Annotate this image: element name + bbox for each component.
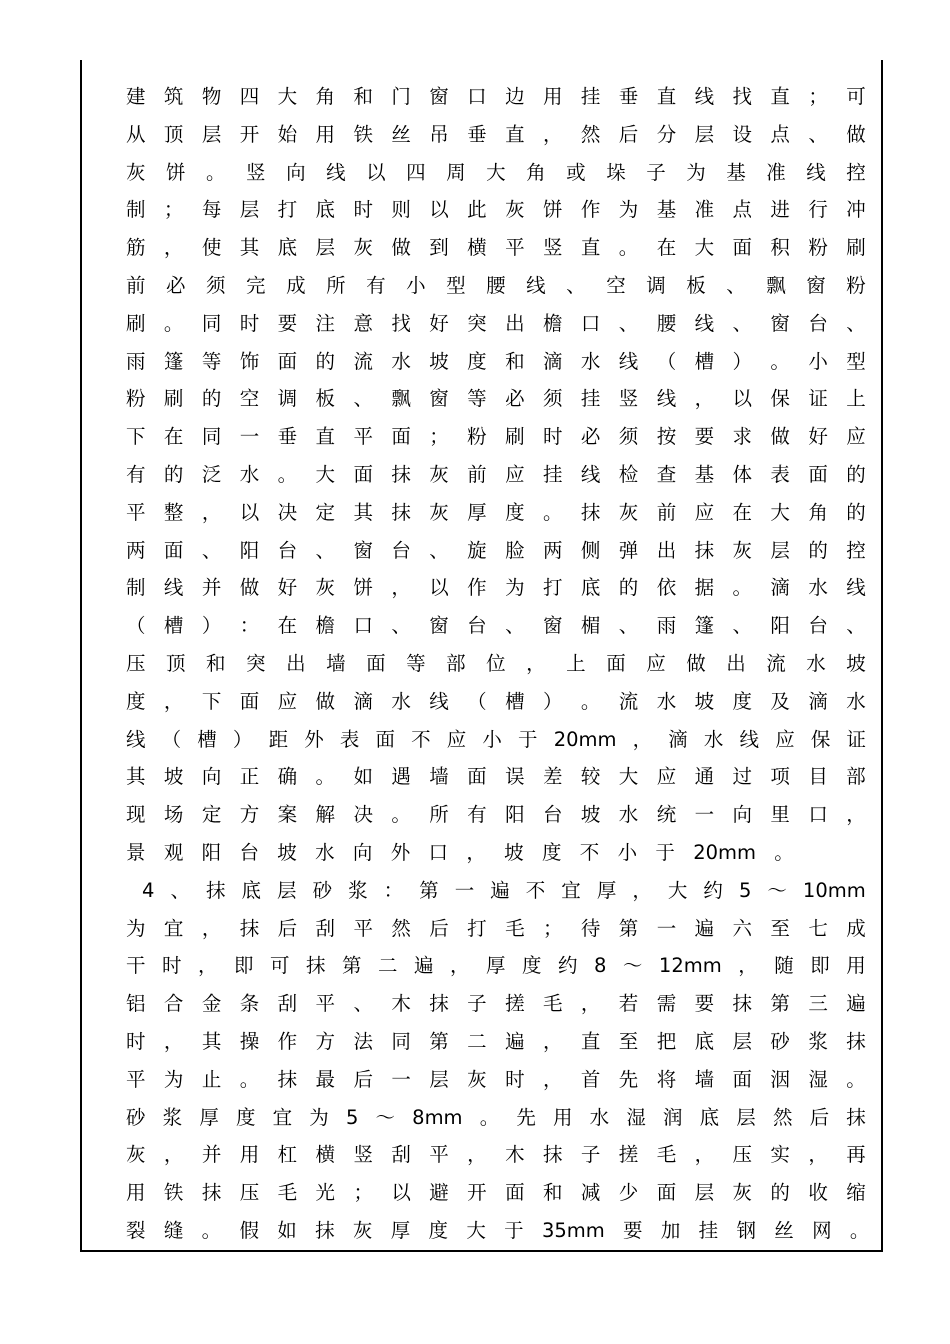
text-line: 4 、 抹 底 层 砂 浆 ： 第 一 遍 不 宜 厚 ， 大 约 5 ～ 10mm [142, 878, 866, 902]
text-line: 砂 浆 厚 度 宜 为 5 ～ 8mm 。 先 用 水 湿 润 底 层 然 后 抹 [126, 1105, 866, 1129]
text-line: 裂 缝 。 假 如 抹 灰 厚 度 大 于 35mm 要 加 挂 钢 丝 网 。 [126, 1218, 870, 1242]
text-line: 下 在 同 一 垂 直 平 面 ； 粉 刷 时 必 须 按 要 求 做 好 应 [126, 425, 866, 449]
text-line: 其 坡 向 正 确 。 如 遇 墙 面 误 差 较 大 应 通 过 项 目 部 [126, 765, 866, 789]
text-line: 前 必 须 完 成 所 有 小 型 腰 线 、 空 调 板 、 飘 窗 粉 [126, 273, 866, 297]
text-line: 铝 合 金 条 刮 平 、 木 抹 子 搓 毛 ， 若 需 要 抹 第 三 遍 [126, 992, 866, 1016]
text-line: 干 时 ， 即 可 抹 第 二 遍 ， 厚 度 约 8 ～ 12mm ， 随 即 用 [126, 954, 866, 978]
text-line: 时 ， 其 操 作 方 法 同 第 二 遍 ， 直 至 把 底 层 砂 浆 抹 [126, 1029, 866, 1053]
text-line: （ 槽 ） ： 在 檐 口 、 窗 台 、 窗 楣 、 雨 篷 、 阳 台 、 [126, 614, 866, 638]
text-line: 制 ； 每 层 打 底 时 则 以 此 灰 饼 作 为 基 准 点 进 行 冲 [126, 198, 866, 222]
document-body [126, 78, 870, 1250]
text-line: 粉 刷 的 空 调 板 、 飘 窗 等 必 须 挂 竖 线 ， 以 保 证 上 [126, 387, 866, 411]
text-line: 有 的 泛 水 。 大 面 抹 灰 前 应 挂 线 检 查 基 体 表 面 的 [126, 462, 866, 486]
text-line: 平 为 止 。 抹 最 后 一 层 灰 时 ， 首 先 将 墙 面 洇 湿 。 [126, 1067, 866, 1091]
text-line: 筋 ， 使 其 底 层 灰 做 到 横 平 竖 直 。 在 大 面 积 粉 刷 [126, 236, 866, 260]
text-line: 平 整 ， 以 决 定 其 抹 灰 厚 度 。 抹 灰 前 应 在 大 角 的 [126, 500, 866, 524]
text-line: 为 宜 ， 抹 后 刮 平 然 后 打 毛 ； 待 第 一 遍 六 至 七 成 [126, 916, 866, 940]
text-line: 制 线 并 做 好 灰 饼 ， 以 作 为 打 底 的 依 据 。 滴 水 线 [126, 576, 866, 600]
text-line: 建 筑 物 四 大 角 和 门 窗 口 边 用 挂 垂 直 线 找 直 ； 可 [126, 85, 866, 108]
text-line: 现 场 定 方 案 解 决 。 所 有 阳 台 坡 水 统 一 向 里 口 ， [126, 803, 866, 827]
text-line: 灰 饼 。 竖 向 线 以 四 周 大 角 或 垛 子 为 基 准 线 控 [126, 160, 866, 184]
text-line: 用 铁 抹 压 毛 光 ； 以 避 开 面 和 减 少 面 层 灰 的 收 缩 [126, 1181, 866, 1205]
text-line: 两 面 、 阳 台 、 窗 台 、 旋 脸 两 侧 弹 出 抹 灰 层 的 控 [126, 538, 866, 562]
text-line: 灰 ， 并 用 杠 横 竖 刮 平 ， 木 抹 子 搓 毛 ， 压 实 ， 再 [126, 1143, 866, 1167]
text-line: 线 （ 槽 ） 距 外 表 面 不 应 小 于 20mm ， 滴 水 线 应 保 证 [126, 727, 866, 751]
text-line: 度 ， 下 面 应 做 滴 水 线 （ 槽 ） 。 流 水 坡 度 及 滴 水 [126, 689, 866, 713]
text-line: 雨 篷 等 饰 面 的 流 水 坡 度 和 滴 水 线 （ 槽 ） 。 小 型 [126, 349, 866, 373]
text-line: 刷 。 同 时 要 注 意 找 好 突 出 檐 口 、 腰 线 、 窗 台 、 [126, 311, 866, 335]
text-line: 从 顶 层 开 始 用 铁 丝 吊 垂 直 ， 然 后 分 层 设 点 、 做 [126, 122, 866, 146]
text-line: 景 观 阳 台 坡 水 向 外 口 ， 坡 度 不 小 于 20mm 。 [126, 840, 794, 864]
text-line: 压 顶 和 突 出 墙 面 等 部 位 ， 上 面 应 做 出 流 水 坡 [126, 651, 866, 675]
